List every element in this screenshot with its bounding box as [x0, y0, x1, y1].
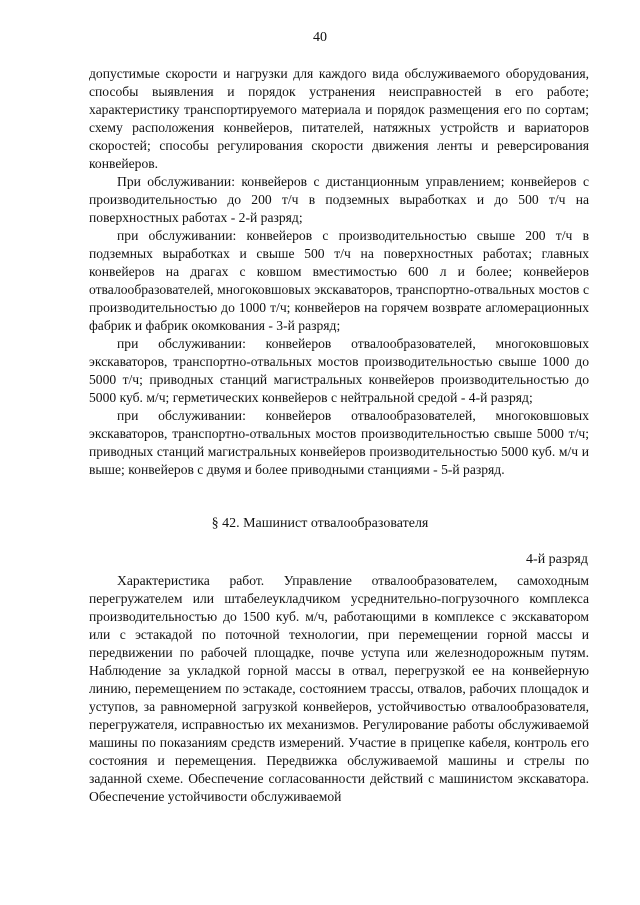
page-number: 40	[313, 30, 327, 45]
paragraph-grade-4: при обслуживании: конвейеров отвалообразователей, многоковшовых экскаваторов, транспортно-отвальных мостов производительностью свыше 1000 до 5000 т/ч; приводных станций магистральных конвейеров производительностью до 5000 куб. м/ч; герметических конвейеров с нейтральной средой - 4-й разряд;	[89, 336, 589, 405]
paragraph-work-description: Характеристика работ. Управление отвалообразователем, самоходным перегружателем или штабелеукладчиком усреднительно-погрузочного комплекса производительностью до 1500 куб. м/ч, работающими в комплексе с экскаватором или с эстакадой по поточной технологии, при перемещении горной массы и передвижении по рабочей площадке, почве уступа или железнодорожным путям. Наблюдение за укладкой горной массы в отвал, перегрузкой ее на конвейерную линию, перемещением по эстакаде, состоянием трассы, отвалов, рабочих площадок и уступов, за равномерной загрузкой конвейеров, устойчивостью отвалообразователя, перегружателя, исправностью их механизмов. Регулирование работы обслуживаемой машины по показаниям средств измерений. Участие в прицепке кабеля, контроль его состояния и перемещения. Передвижка обслуживаемой машины и стрелы по заданной схеме. Обеспечение согласованности действий с машинистом экскаватора. Обеспечение устойчивости обслуживаемой	[89, 573, 589, 804]
paragraph-continuation: допустимые скорости и нагрузки для каждого вида обслуживаемого оборудования, способы выявления и порядок устранения неисправностей в его работе; характеристику транспортируемого материала и порядок размещения его по сортам; схему расположения конвейеров, питателей, натяжных устройств и вариаторов скоростей; способы регулирования скорости движения ленты и реверсирования конвейеров.	[89, 66, 589, 171]
paragraph-grade-3: при обслуживании: конвейеров с производительностью свыше 200 т/ч в подземных выработках и свыше 500 т/ч на поверхностных работах; главных конвейеров на драгах с ковшом вместимостью 600 л и более; конвейеров отвалообразователей, многоковшовых экскаваторов, транспортно-отвальных мостов с производительностью до 1000 т/ч; конвейеров на горячем возврате агломерационных фабрик и фабрик окомкования - 3-й разряд;	[89, 228, 589, 333]
body-text-top	[89, 65, 589, 479]
grade-label: 4-й разряд	[526, 552, 588, 567]
body-text-bottom	[89, 572, 589, 806]
section-heading: § 42. Машинист отвалообразователя	[211, 516, 429, 531]
paragraph-grade-5: при обслуживании: конвейеров отвалообразователей, многоковшовых экскаваторов, транспортно-отвальных мостов производительностью свыше 5000 т/ч; приводных станций магистральных конвейеров производительностью 5000 куб. м/ч и выше; конвейеров с двумя и более приводными станциями - 5-й разряд.	[89, 408, 589, 477]
paragraph-grade-2: При обслуживании: конвейеров с дистанционным управлением; конвейеров с производительностью до 200 т/ч в подземных выработках и до 500 т/ч на поверхностных работах - 2-й разряд;	[89, 174, 589, 225]
